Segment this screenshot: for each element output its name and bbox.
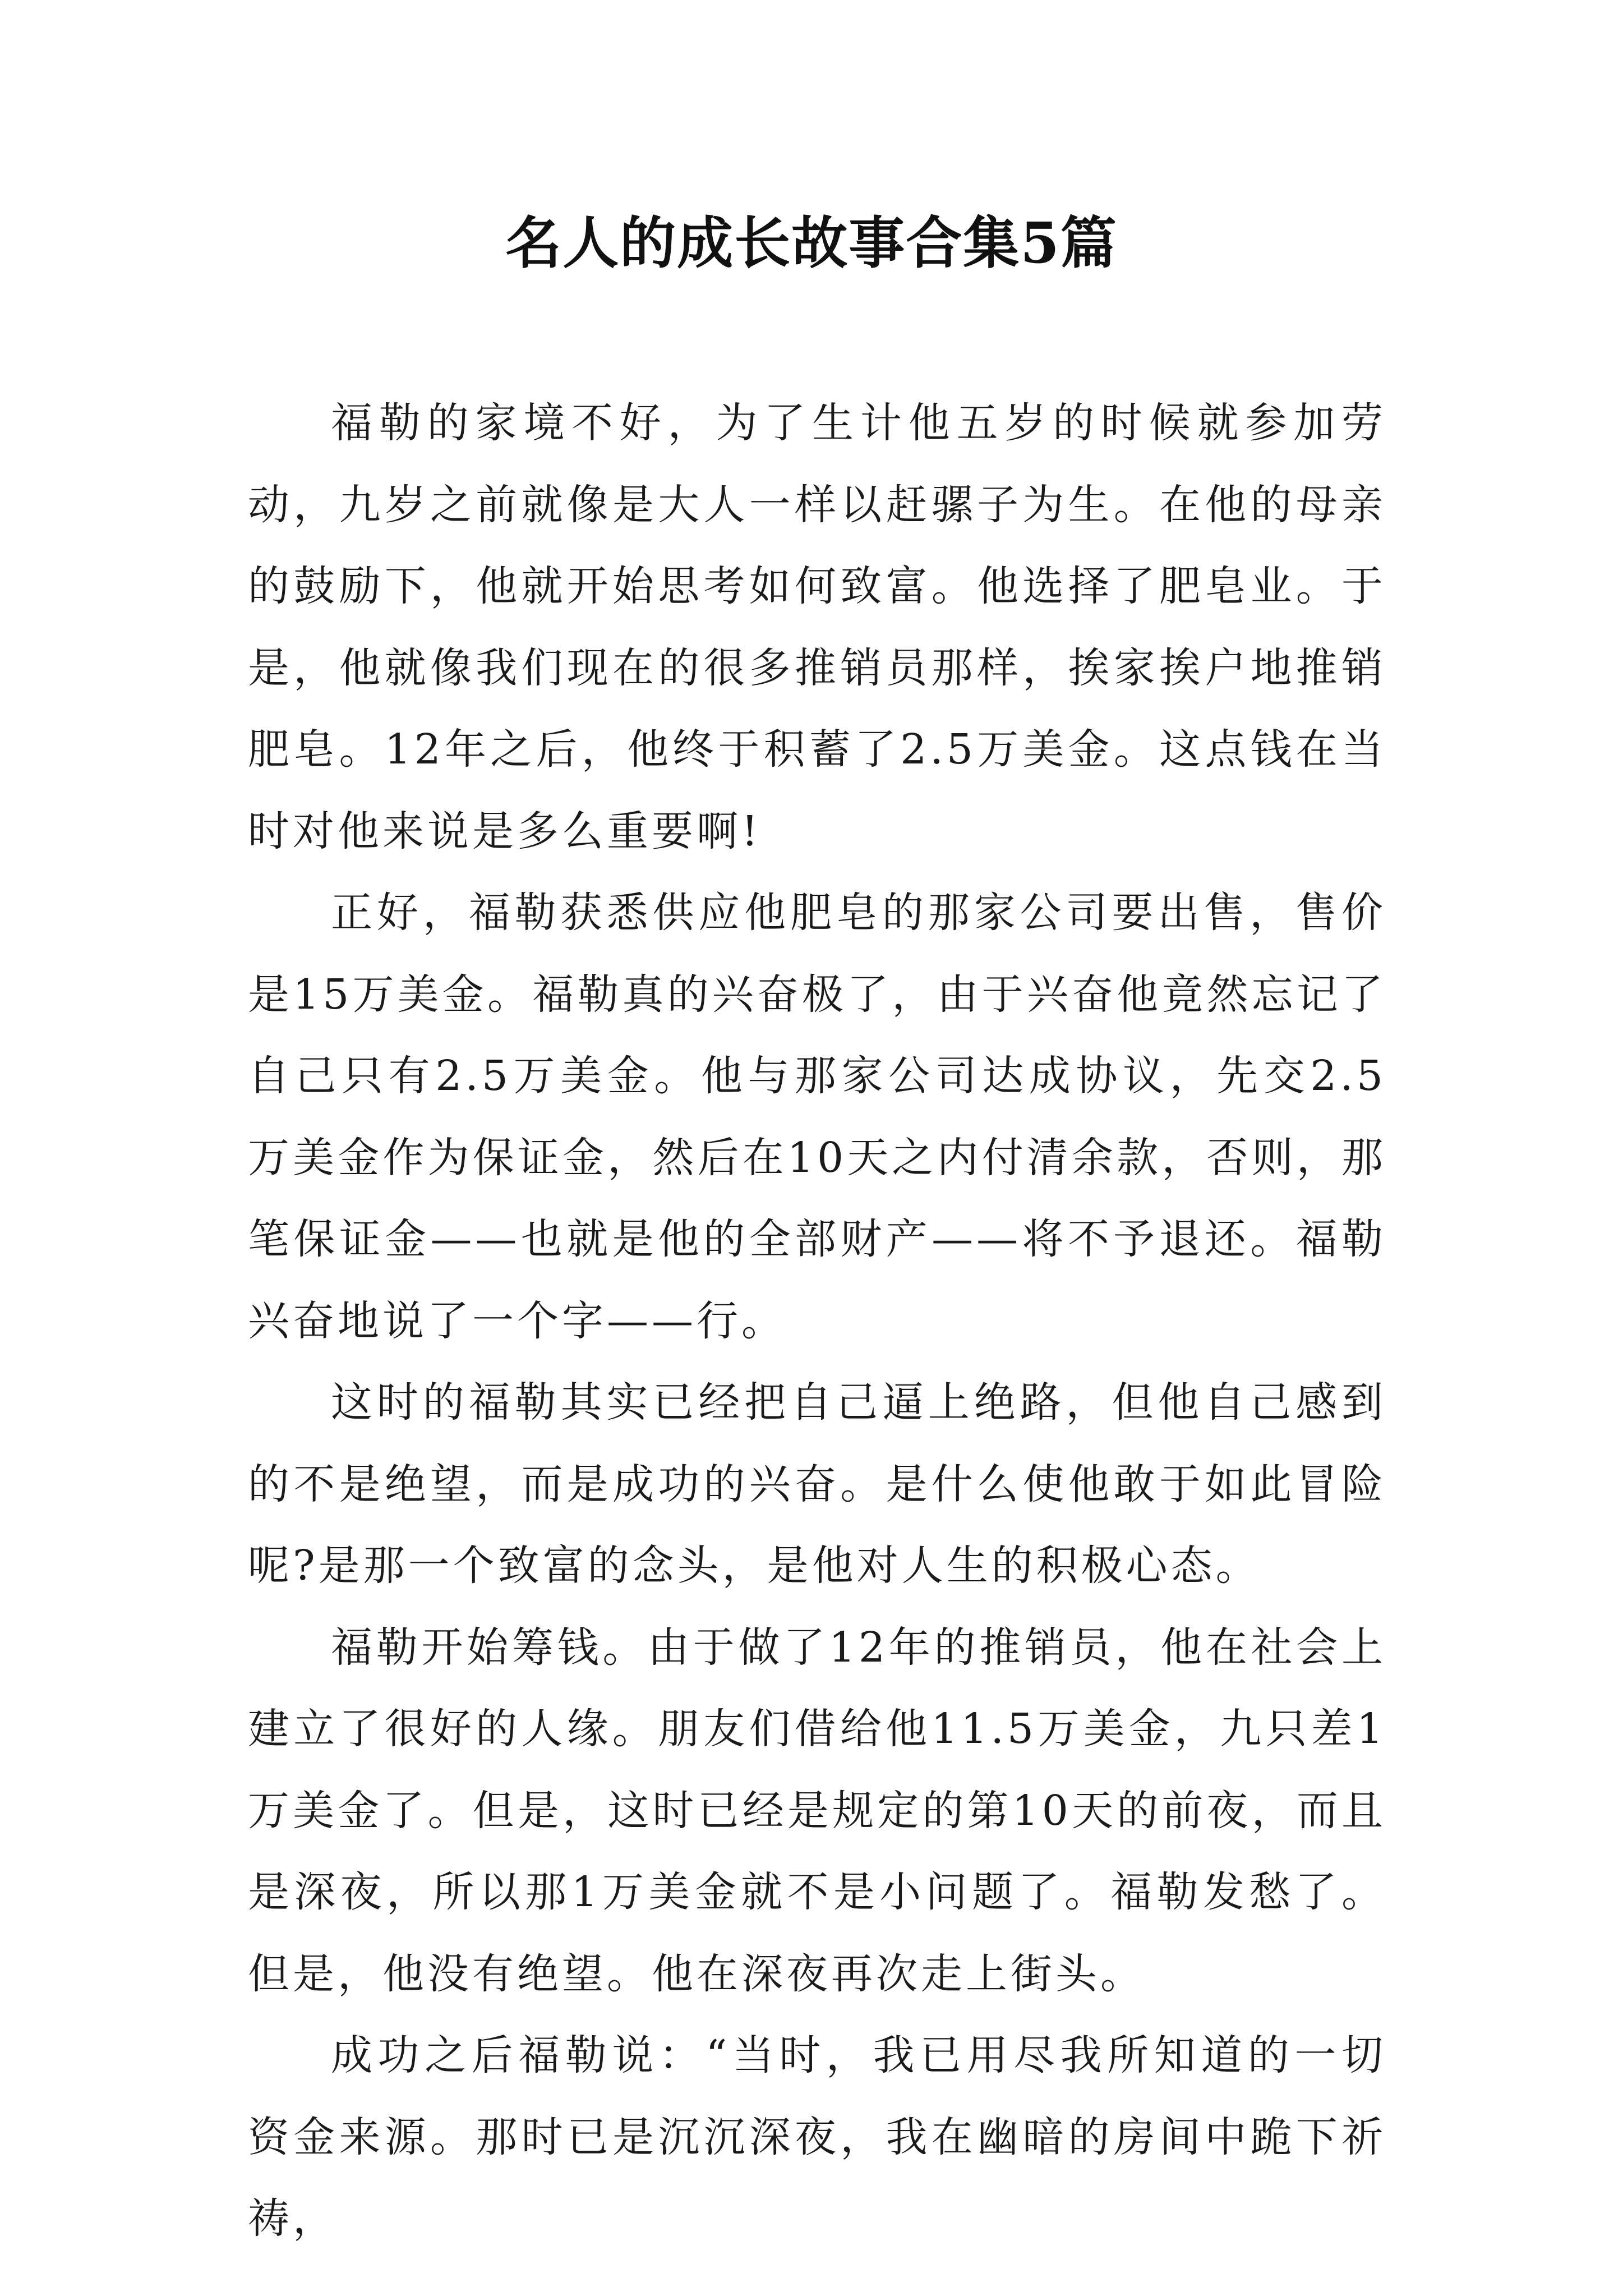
paragraph-2: 正好，福勒获悉供应他肥皂的那家公司要出售，售价是15万美金。福勒真的兴奋极了，由于兴奋他竟然忘记了自己只有2.5万美金。他与那家公司达成协议，先交2.5万美金作为保证金，然后在10天之内付清余款，否则，那笔保证金——也就是他的全部财产——将不予退还。福勒兴奋地说了一个字——行。 — [248, 889, 1386, 1345]
paragraph-4: 福勒开始筹钱。由于做了12年的推销员，他在社会上建立了很好的人缘。朋友们借给他11.5万美金，九只差1万美金了。但是，这时已经是规定的第10天的前夜，而且是深夜，所以那1万美金就不是小问题了。福勒发愁了。但是，他没有绝望。他在深夜再次走上街头。 — [248, 1623, 1386, 1998]
paragraph-1: 福勒的家境不好，为了生计他五岁的时候就参加劳动，九岁之前就像是大人一样以赶骡子为生。在他的母亲的鼓励下，他就开始思考如何致富。他选择了肥皂业。于是，他就像我们现在的很多推销员那样，挨家挨户地推销肥皂。12年之后，他终于积蓄了2.5万美金。这点钱在当时对他来说是多么重要啊! — [248, 399, 1386, 855]
paragraph-5: 成功之后福勒说：“当时，我已用尽我所知道的一切资金来源。那时已是沉沉深夜，我在幽暗的房间中跪下祈祷， — [248, 2031, 1386, 2243]
document-title: 名人的成长故事合集5篇 — [505, 210, 1118, 276]
paragraph-3: 这时的福勒其实已经把自己逼上绝路，但他自己感到的不是绝望，而是成功的兴奋。是什么使他敢于如此冒险呢?是那一个致富的念头，是他对人生的积极心态。 — [248, 1378, 1386, 1590]
document-body — [248, 383, 1386, 2260]
